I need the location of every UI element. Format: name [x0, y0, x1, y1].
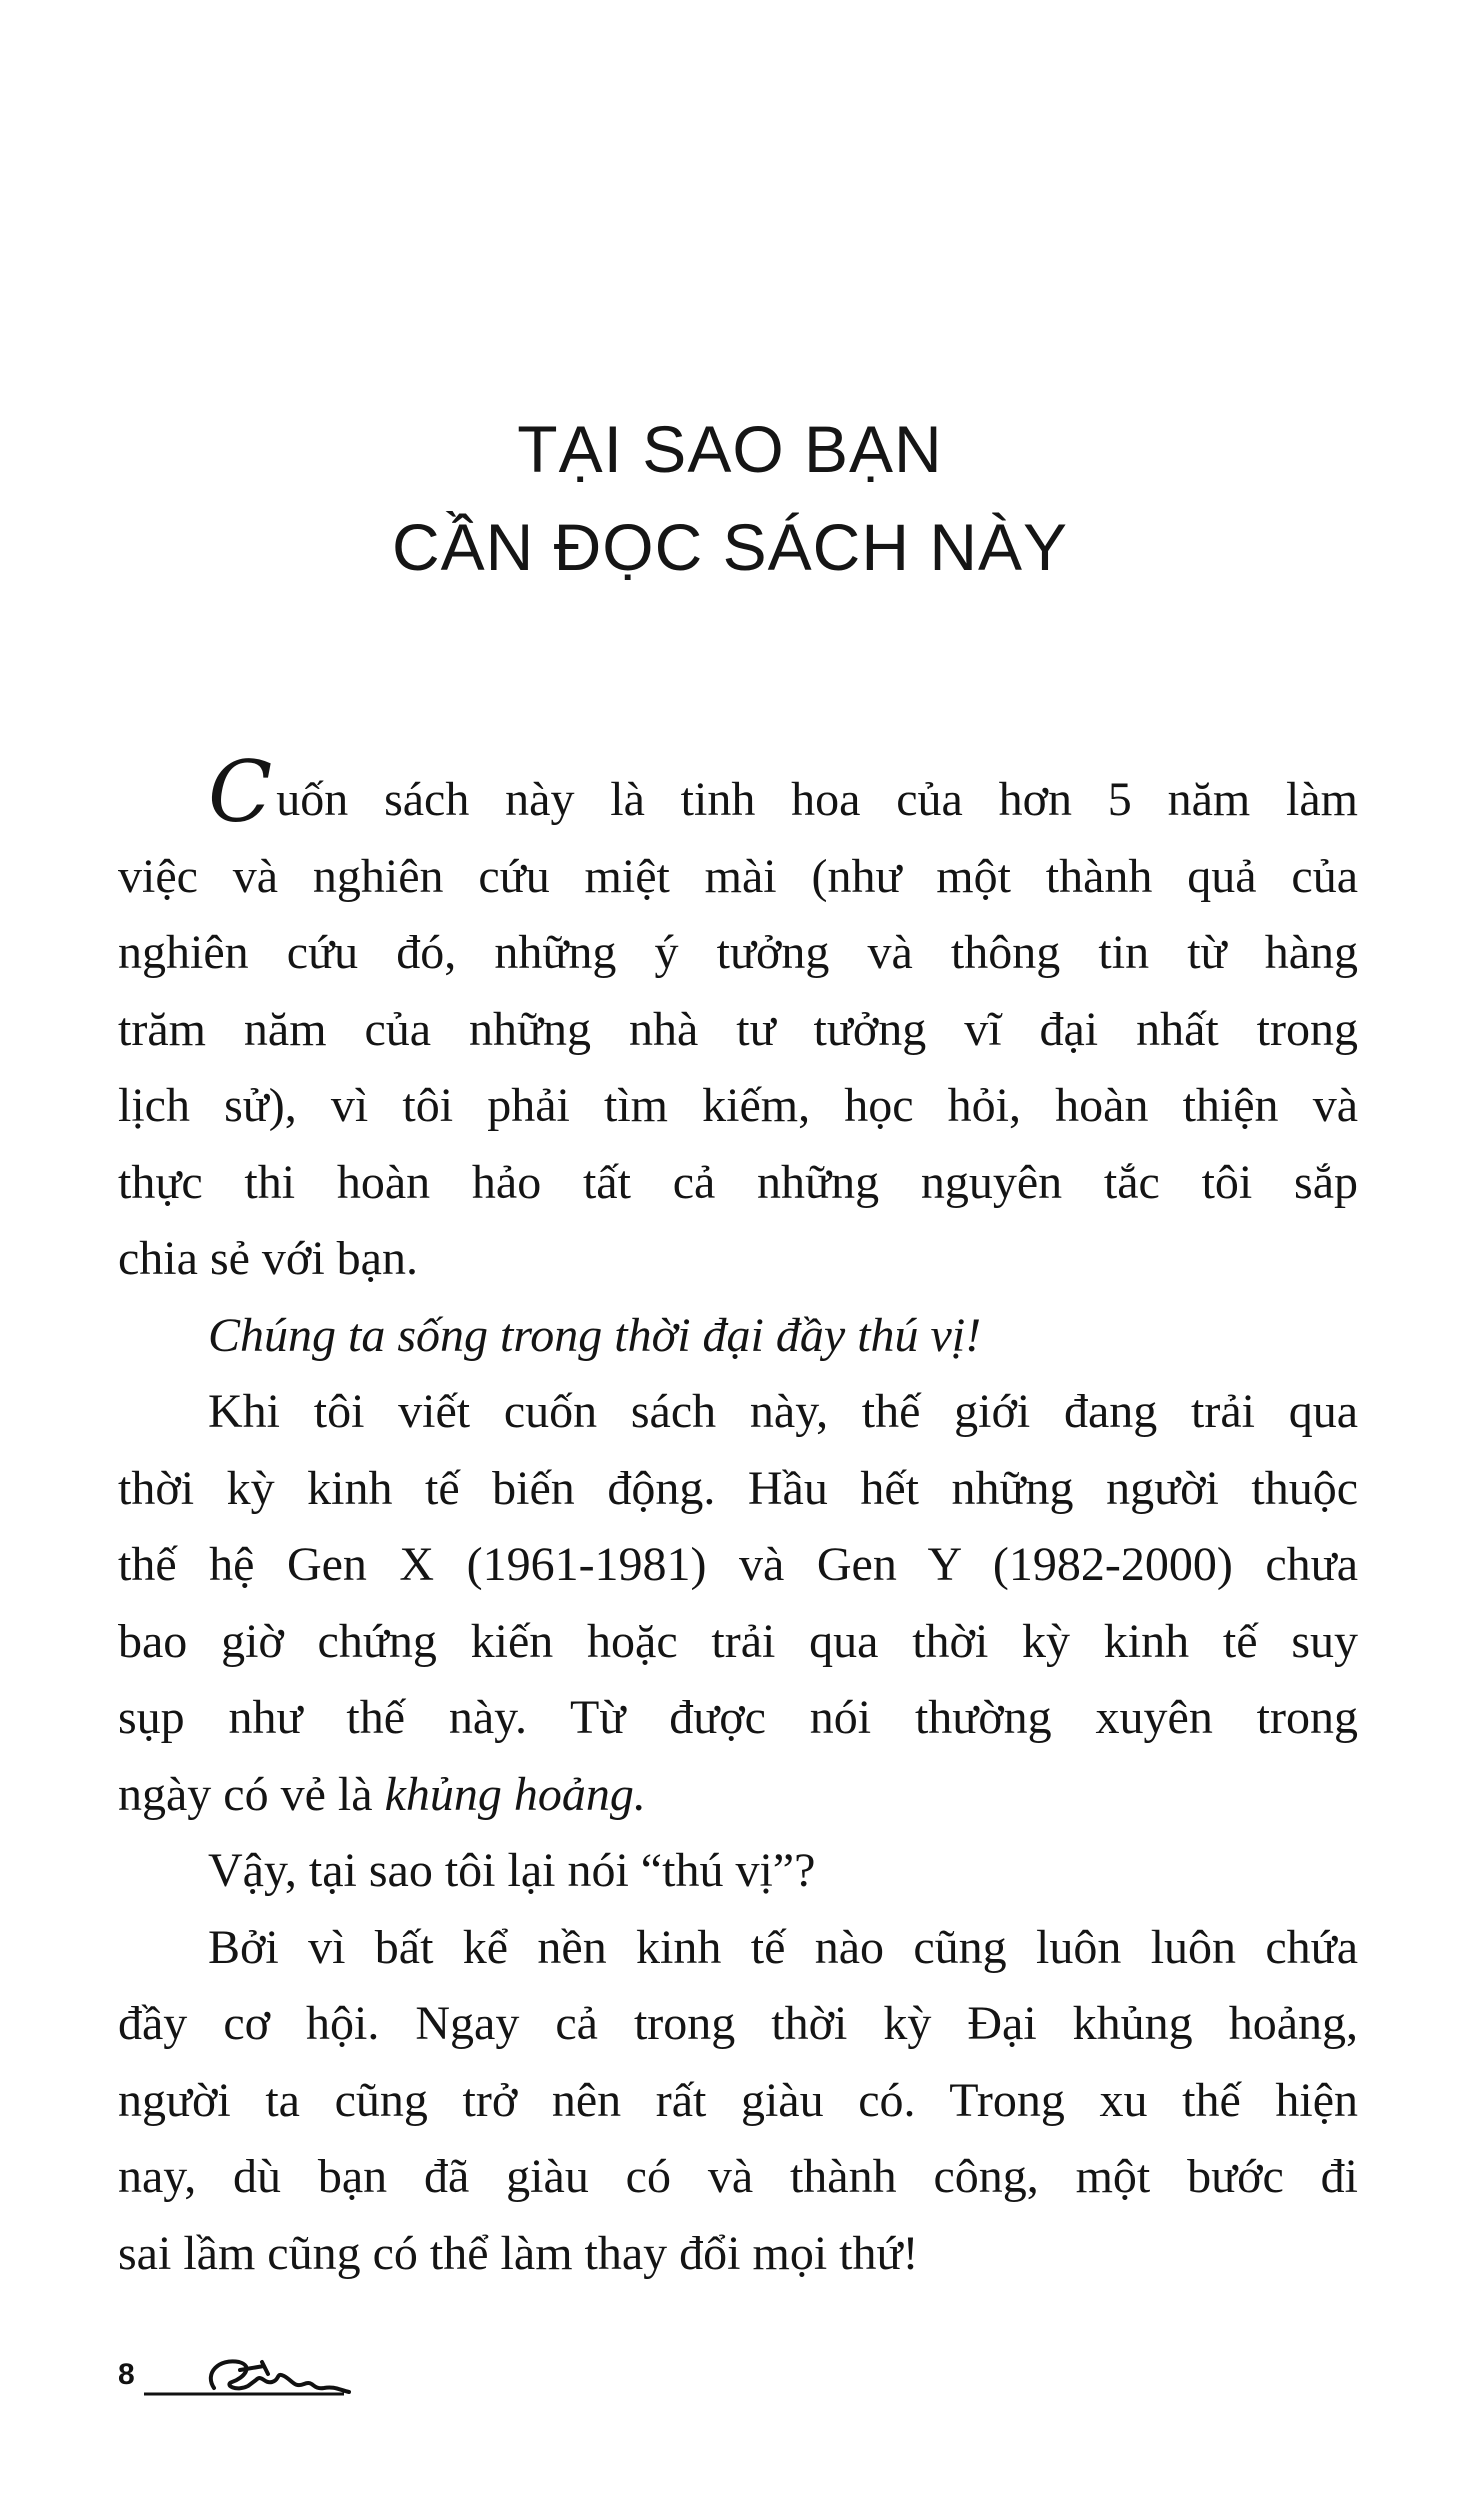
- paragraph-2: [118, 1298, 1358, 1375]
- paragraph-line: nghiên cứu đó, những ý tưởng và thông tin từ hàng: [118, 926, 1358, 979]
- paragraph-line: chia sẻ với bạn.: [118, 1232, 418, 1285]
- paragraph-line: lịch sử), vì tôi phải tìm kiếm, học hỏi, hoàn thiện và: [118, 1079, 1358, 1132]
- line-text: uốn sách này là tinh hoa của hơn 5 năm làm: [276, 773, 1358, 826]
- paragraph-line: sai lầm cũng có thể làm thay đổi mọi thứ!: [118, 2226, 919, 2280]
- paragraph-line: thực thi hoàn hảo tất cả những nguyên tắc tôi sắp: [118, 1155, 1358, 1209]
- page-footer: [118, 2348, 378, 2408]
- chapter-title-line-2: CẦN ĐỌC SÁCH NÀY: [391, 510, 1069, 584]
- paragraph-line: trăm năm của những nhà tư tưởng vĩ đại nhất trong: [118, 1002, 1358, 1056]
- paragraph-line: sụp như thế này. Từ được nói thường xuyên trong: [118, 1691, 1358, 1744]
- emphasis-text: khủng hoảng.: [384, 1767, 646, 1821]
- paragraph-line: [118, 1757, 1358, 1834]
- paragraph-4: [118, 1833, 1358, 1910]
- paragraph-line: thời kỳ kinh tế biến động. Hầu hết những người thuộc: [118, 1461, 1358, 1515]
- page-number: 8: [118, 2358, 135, 2391]
- paragraph-line: Bởi vì bất kể nền kinh tế nào cũng luôn luôn chứa: [208, 1920, 1358, 1974]
- paragraph-line: Vậy, tại sao tôi lại nói “thú vị”?: [208, 1844, 816, 1897]
- paragraph-line: Chúng ta sống trong thời đại đầy thú vị!: [208, 1308, 982, 1362]
- signature-ornament-icon: [144, 2348, 374, 2408]
- paragraph-line: đầy cơ hội. Ngay cả trong thời kỳ Đại khủng hoảng,: [118, 1997, 1358, 2050]
- paragraph-line: người ta cũng trở nên rất giàu có. Trong xu thế hiện: [118, 2073, 1358, 2127]
- body-text: [118, 743, 1358, 2292]
- paragraph-1: [118, 743, 1358, 1298]
- paragraph-3: [118, 1374, 1358, 1833]
- drop-cap: C: [208, 743, 273, 841]
- line-text: ngày có vẻ là: [118, 1767, 385, 1821]
- paragraph-line: Khi tôi viết cuốn sách này, thế giới đang trải qua: [208, 1385, 1358, 1438]
- chapter-title: [0, 400, 1460, 596]
- paragraph-line: bao giờ chứng kiến hoặc trải qua thời kỳ kinh tế suy: [118, 1614, 1358, 1668]
- paragraph-line: thế hệ Gen X (1961-1981) và Gen Y (1982-2000) chưa: [118, 1538, 1358, 1591]
- paragraph-line: nay, dù bạn đã giàu có và thành công, một bước đi: [118, 2150, 1358, 2203]
- paragraph-5: [118, 1910, 1358, 2293]
- paragraph-line: việc và nghiên cứu miệt mài (như một thành quả của: [118, 849, 1358, 903]
- chapter-title-line-1: TẠI SAO BẠN: [517, 412, 943, 486]
- paragraph-line: [118, 743, 1358, 841]
